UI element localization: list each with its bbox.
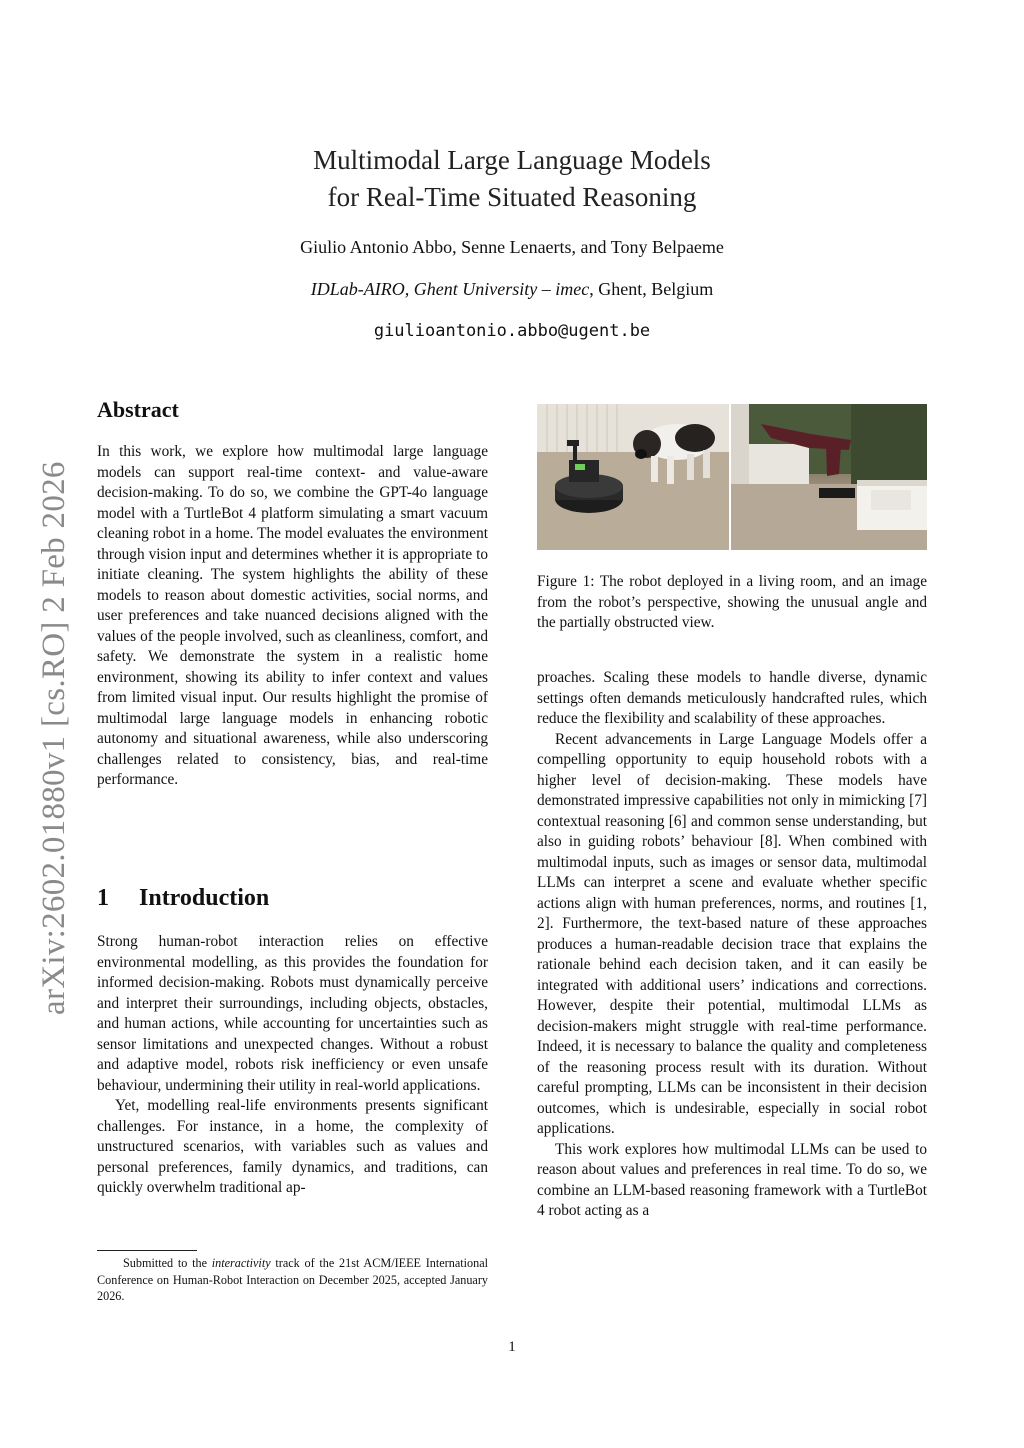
affiliation: [0, 279, 1024, 300]
section-number: 1: [97, 885, 109, 911]
contact-email: giulioantonio.abbo@ugent.be: [373, 321, 651, 341]
intro-paragraph-2: Yet, modelling real-life environments presents significant challenges. For instance, in a home, the complexity of unstructured scenarios, with variables such as values and personal preferences, family dynamics, and traditions, can quickly overwhelm traditional ap-: [97, 1097, 488, 1196]
paper-title: [0, 142, 1024, 216]
affiliation-location: , Ghent, Belgium: [589, 279, 714, 299]
author-list: Giulio Antonio Abbo, Senne Lenaerts, and Tony Belpaeme: [300, 237, 724, 257]
robot-living-room-photo: [537, 404, 729, 550]
arxiv-identifier: arXiv:2602.01880v1 [cs.RO] 2 Feb 2026: [36, 461, 72, 1015]
right-paragraph-3: This work explores how multimodal LLMs can be used to reason about values and preferences in real time. To do so, we combine an LLM-based reasoning framework with a TurtleBot 4 robot acting as a: [537, 1140, 927, 1219]
title-line-2: for Real-Time Situated Reasoning: [327, 182, 697, 212]
abstract-heading: Abstract: [97, 397, 179, 422]
intro-heading: [97, 885, 269, 912]
figure-caption: Figure 1: The robot deployed in a living room, and an image from the robot’s perspective, showing the unusual angle and the partially obstructed view.: [537, 573, 927, 631]
footnote-post: track of the 21st ACM/IEEE International Conference on Human-Robot Interaction on December 2025, accepted January 2026.: [97, 1256, 488, 1303]
figure-1: [537, 404, 927, 550]
footnote: [97, 1255, 488, 1305]
affiliation-institution: IDLab-AIRO, Ghent University – imec: [310, 279, 590, 299]
robot-view-illustration: [731, 404, 927, 550]
footnote-rule: [97, 1250, 197, 1251]
title-line-1: Multimodal Large Language Models: [313, 145, 711, 175]
abstract-text: In this work, we explore how multimodal large language models can support real-time context- and value-aware decision-making. To do so, we combine the GPT-4o language model with a TurtleBot 4 platform simulating a smart vacuum cleaning robot in a home. The model evaluates the environment through vision input and determines whether it is appropriate to initiate cleaning. The system highlights the ability of these models to reason about domestic activities, social norms, and user preferences and take nuanced decisions aligned with the values of the people involved, such as cleanliness, comfort, and safety. We demonstrate the system in a realistic home environment, showing its ability to infer context and values from limited visual input. Our results highlight the promise of multimodal large language models in enhancing robotic autonomy and situational awareness, while also underscoring challenges related to consistency, bias, and real-time performance.: [97, 443, 488, 788]
intro-paragraph-1: Strong human-robot interaction relies on effective environmental modelling, as this provides the foundation for informed decision-making. Robots must dynamically perceive and interpret their surroundings, including objects, obstacles, and human actions, while accounting for uncertainties such as sensor limitations and unexpected changes. Without a robust and adaptive model, robots risk inefficiency or even unsafe behaviour, undermining their utility in real-world applications.: [97, 933, 488, 1094]
page-number: 1: [508, 1339, 516, 1355]
footnote-pre: Submitted to the: [123, 1256, 212, 1270]
right-paragraph-1: proaches. Scaling these models to handle diverse, dynamic settings often demands meticulously handcrafted rules, which reduce the flexibility and scalability of these approaches.: [537, 669, 927, 727]
footnote-italic: interactivity: [211, 1256, 271, 1270]
robot-dog-illustration: [537, 404, 729, 550]
intro-body: [97, 932, 488, 1199]
robot-perspective-photo: [731, 404, 927, 550]
right-paragraph-2: Recent advancements in Large Language Models offer a compelling opportunity to equip household robots with a higher level of decision-making. These models have demonstrated impressive capabilities not only in mimicking [7] contextual reasoning [6] and common sense understanding, but also in guiding robots’ behaviour [8]. When combined with multimodal inputs, such as images or sensor data, multimodal LLMs can interpret a scene and evaluate whether specific actions align with human preferences, norms, and routines [1, 2]. Furthermore, the text-based nature of these approaches produces a human-readable decision trace that explains the rationale behind each decision taken, and it can easily be integrated with additional users’ indications and corrections. However, despite their potential, multimodal LLMs as decision-makers might struggle with real-time performance. Indeed, it is necessary to balance the quality and completeness of the reasoning process result with its duration. Without careful prompting, LLMs can be inconsistent in their decision outcomes, which is undesirable, especially in social robot applications.: [537, 730, 927, 1137]
abstract-body: [97, 442, 488, 791]
right-column-body: [537, 668, 927, 1222]
section-title: Introduction: [139, 885, 270, 911]
